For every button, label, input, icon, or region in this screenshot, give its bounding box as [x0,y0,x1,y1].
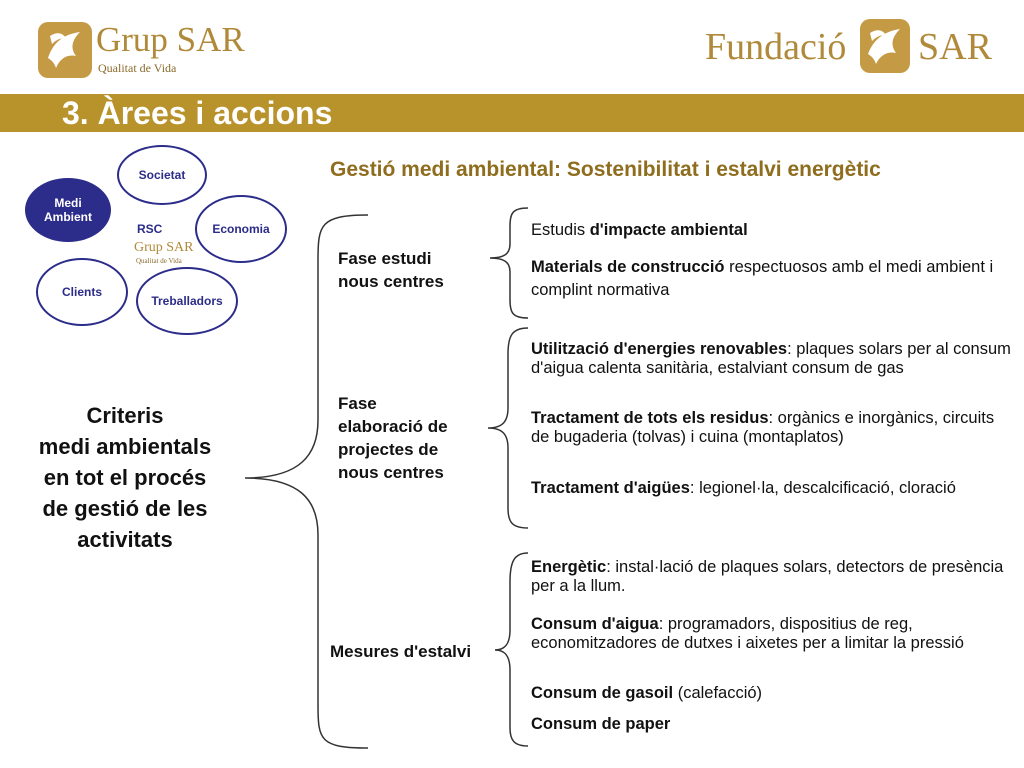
item-bold: d'impacte ambiental [589,221,748,239]
item-water-use [531,615,1016,653]
criteria-line: medi ambientals [38,434,212,459]
item-bold: Materials de construcció [531,258,725,276]
fundacio-logo-sar: SAR [918,26,992,68]
item-plain: : plaques solars per al consum d'aigua calenta sanitària, estalviant consum de gas [531,340,1011,377]
phase-projects [338,392,448,484]
rsc-mini-logo-sub: Qualitat de Vida [136,257,182,265]
phase3-brace [495,553,528,746]
item-plain: : instal·lació de plaques solars, detectors de presència per a la llum. [531,558,1004,595]
bubble-clients-label: Clients [61,285,102,299]
phase-line: nous centres [338,463,444,482]
phase-line: nous centres [338,272,444,291]
bubble-economia-label: Economia [212,222,270,236]
item-plain: respectuosos amb el medi ambient i complint normativa [531,258,994,299]
bubble-medi-label-2: Ambient [44,210,92,224]
phase-line: elaboració de [338,417,448,436]
item-bold: Consum de gasoil [531,684,674,702]
phase-line: Fase estudi [338,249,432,268]
item-bold: Tractament de tots els residus [531,409,769,427]
phase-study [338,247,444,293]
item-waste [531,409,1016,447]
item-bold: Consum de paper [531,715,671,733]
criteria-line: de gestió de les [42,496,208,521]
item-bold: Consum d'aigua [531,615,659,633]
item-plain: : programadors, dispositius de reg, economitzadores de dutxes i aixetes per a limitar la pressió [531,615,964,652]
item-impact-study [531,221,1016,240]
phase-savings [330,640,471,663]
item-bold: Tractament d'aigües [531,479,690,497]
item-plain: Estudis [531,221,590,239]
rsc-center-label: RSC [137,222,163,236]
phase2-brace [488,328,528,528]
criteria-line: activitats [77,527,173,552]
item-plain: : orgànics e inorgànics, circuits de bugaderia (tolvas) i cuina (montaplatos) [531,409,995,446]
item-water-treatment [531,479,1016,498]
item-energy [531,558,1016,596]
criteria-line: en tot el procés [43,465,207,490]
item-bold: Energètic [531,558,607,576]
bubble-treballadors-label: Treballadors [151,294,223,308]
phase-line: Mesures d'estalvi [330,642,472,661]
fundacio-logo-word: Fundació [705,26,847,68]
phase-line: Fase [338,394,377,413]
item-plain: : legionel·la, descalcificació, cloració [689,479,956,497]
item-plain: (calefacció) [673,684,763,702]
section-subtitle: Gestió medi ambiental: Sostenibilitat i estalvi energètic [330,158,881,181]
bubble-societat-label: Societat [138,168,186,182]
item-diesel [531,684,1016,703]
item-materials [531,256,1016,302]
bubble-medi-label-1: Medi [54,196,82,210]
item-bold: Utilització d'energies renovables [531,340,788,358]
phase-line: projectes de [338,440,439,459]
grup-sar-logo-tagline: Qualitat de Vida [98,61,177,75]
criteria-line: Criteris [86,403,164,428]
phase1-brace [490,208,528,318]
item-paper [531,715,1016,734]
rsc-mini-logo: Grup SAR [134,240,194,255]
item-renewables [531,340,1016,378]
grup-sar-logo-name: Grup SAR [96,20,245,59]
page-title: 3. Àrees i accions [62,95,333,131]
